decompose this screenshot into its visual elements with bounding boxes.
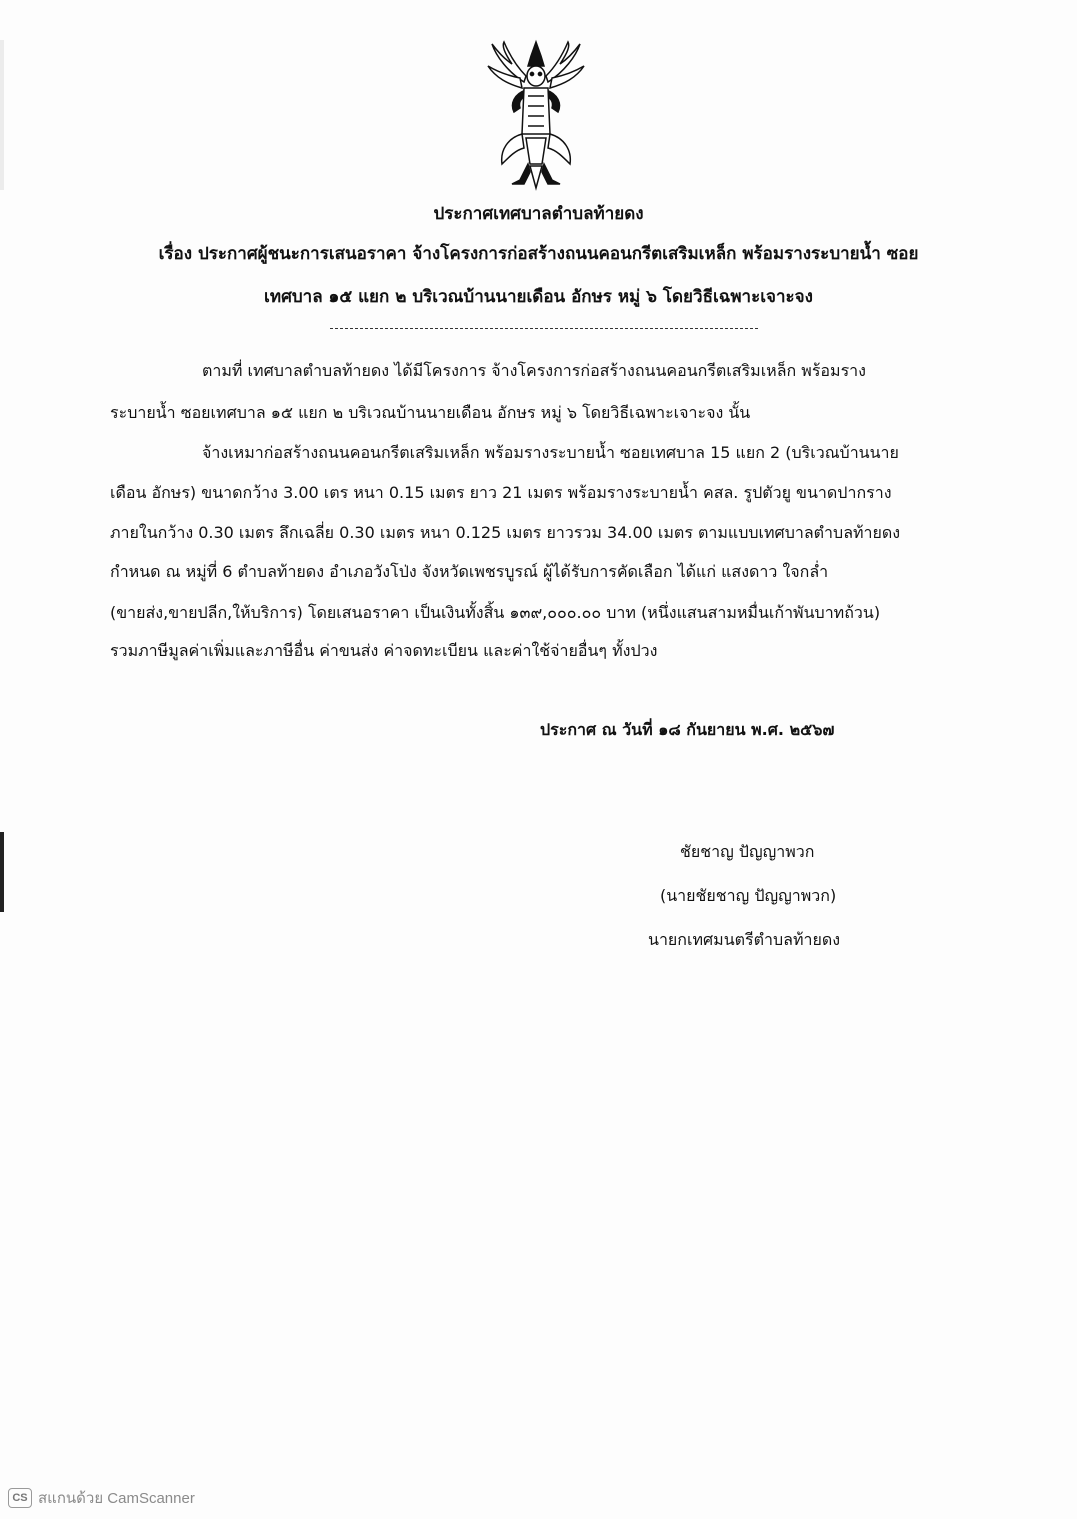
signature-position: นายกเทศมนตรีตำบลท้ายดง: [648, 930, 841, 949]
scan-edge-mark: [0, 832, 4, 912]
camscanner-watermark: [8, 1487, 195, 1509]
paragraph2-line1: จ้างเหมาก่อสร้างถนนคอนกรีตเสริมเหล็ก พร้อมรางระบายน้ำ ซอยเทศบาล 15 แยก 2 (บริเวณบ้านนาย: [202, 443, 899, 462]
garuda-emblem-icon: [484, 38, 588, 194]
announcement-date: ประกาศ ณ วันที่ ๑๘ กันยายน พ.ศ. ๒๕๖๗: [540, 720, 835, 739]
subject-line-2: เทศบาล ๑๕ แยก ๒ บริเวณบ้านนายเดือน อักษร หมู่ ๖ โดยวิธีเฉพาะเจาะจง: [264, 287, 813, 307]
signature-full-name: (นายชัยชาญ ปัญญาพวก): [660, 886, 837, 905]
camscanner-logo-icon: CS: [8, 1488, 32, 1508]
paragraph1-line1: ตามที่ เทศบาลตำบลท้ายดง ได้มีโครงการ จ้างโครงการก่อสร้างถนนคอนกรีตเสริมเหล็ก พร้อมราง: [202, 361, 866, 380]
subject-line-1: เรื่อง ประกาศผู้ชนะการเสนอราคา จ้างโครงการก่อสร้างถนนคอนกรีตเสริมเหล็ก พร้อมรางระบายน้ำ ซอย: [158, 244, 919, 264]
document-title: ประกาศเทศบาลตำบลท้ายดง: [433, 204, 644, 224]
divider: [330, 328, 758, 329]
signature-signed-name: ชัยชาญ ปัญญาพวก: [680, 842, 815, 861]
paragraph2-line6: รวมภาษีมูลค่าเพิ่มและภาษีอื่น ค่าขนส่ง ค่าจดทะเบียน และค่าใช้จ่ายอื่นๆ ทั้งปวง: [110, 641, 658, 660]
paragraph1-line2: ระบายน้ำ ซอยเทศบาล ๑๕ แยก ๒ บริเวณบ้านนายเดือน อักษร หมู่ ๖ โดยวิธีเฉพาะเจาะจง นั้น: [110, 403, 751, 422]
paragraph2-line4: กำหนด ณ หมู่ที่ 6 ตำบลท้ายดง อำเภอวังโป่ง จังหวัดเพชรบูรณ์ ผู้ได้รับการคัดเลือก ได้แก่ แสงดาว ใจกล่ำ: [110, 562, 829, 581]
paragraph2-line5: (ขายส่ง,ขายปลีก,ให้บริการ) โดยเสนอราคา เป็นเงินทั้งสิ้น ๑๓๙,๐๐๐.๐๐ บาท (หนึ่งแสนสามหมื่นเก้าพันบาทถ้วน): [110, 603, 881, 622]
camscanner-text: สแกนด้วย CamScanner: [38, 1490, 195, 1507]
paragraph2-line3: ภายในกว้าง 0.30 เมตร ลึกเฉลี่ย 0.30 เมตร หนา 0.125 เมตร ยาวรวม 34.00 เมตร ตามแบบเทศบาลตำบลท้ายดง: [110, 523, 901, 542]
paragraph2-line2: เดือน อักษร) ขนาดกว้าง 3.00 เตร หนา 0.15 เมตร ยาว 21 เมตร พร้อมรางระบายน้ำ คสล. รูปตัวยู ขนาดปากราง: [110, 483, 892, 502]
scan-edge-shadow: [0, 40, 4, 190]
